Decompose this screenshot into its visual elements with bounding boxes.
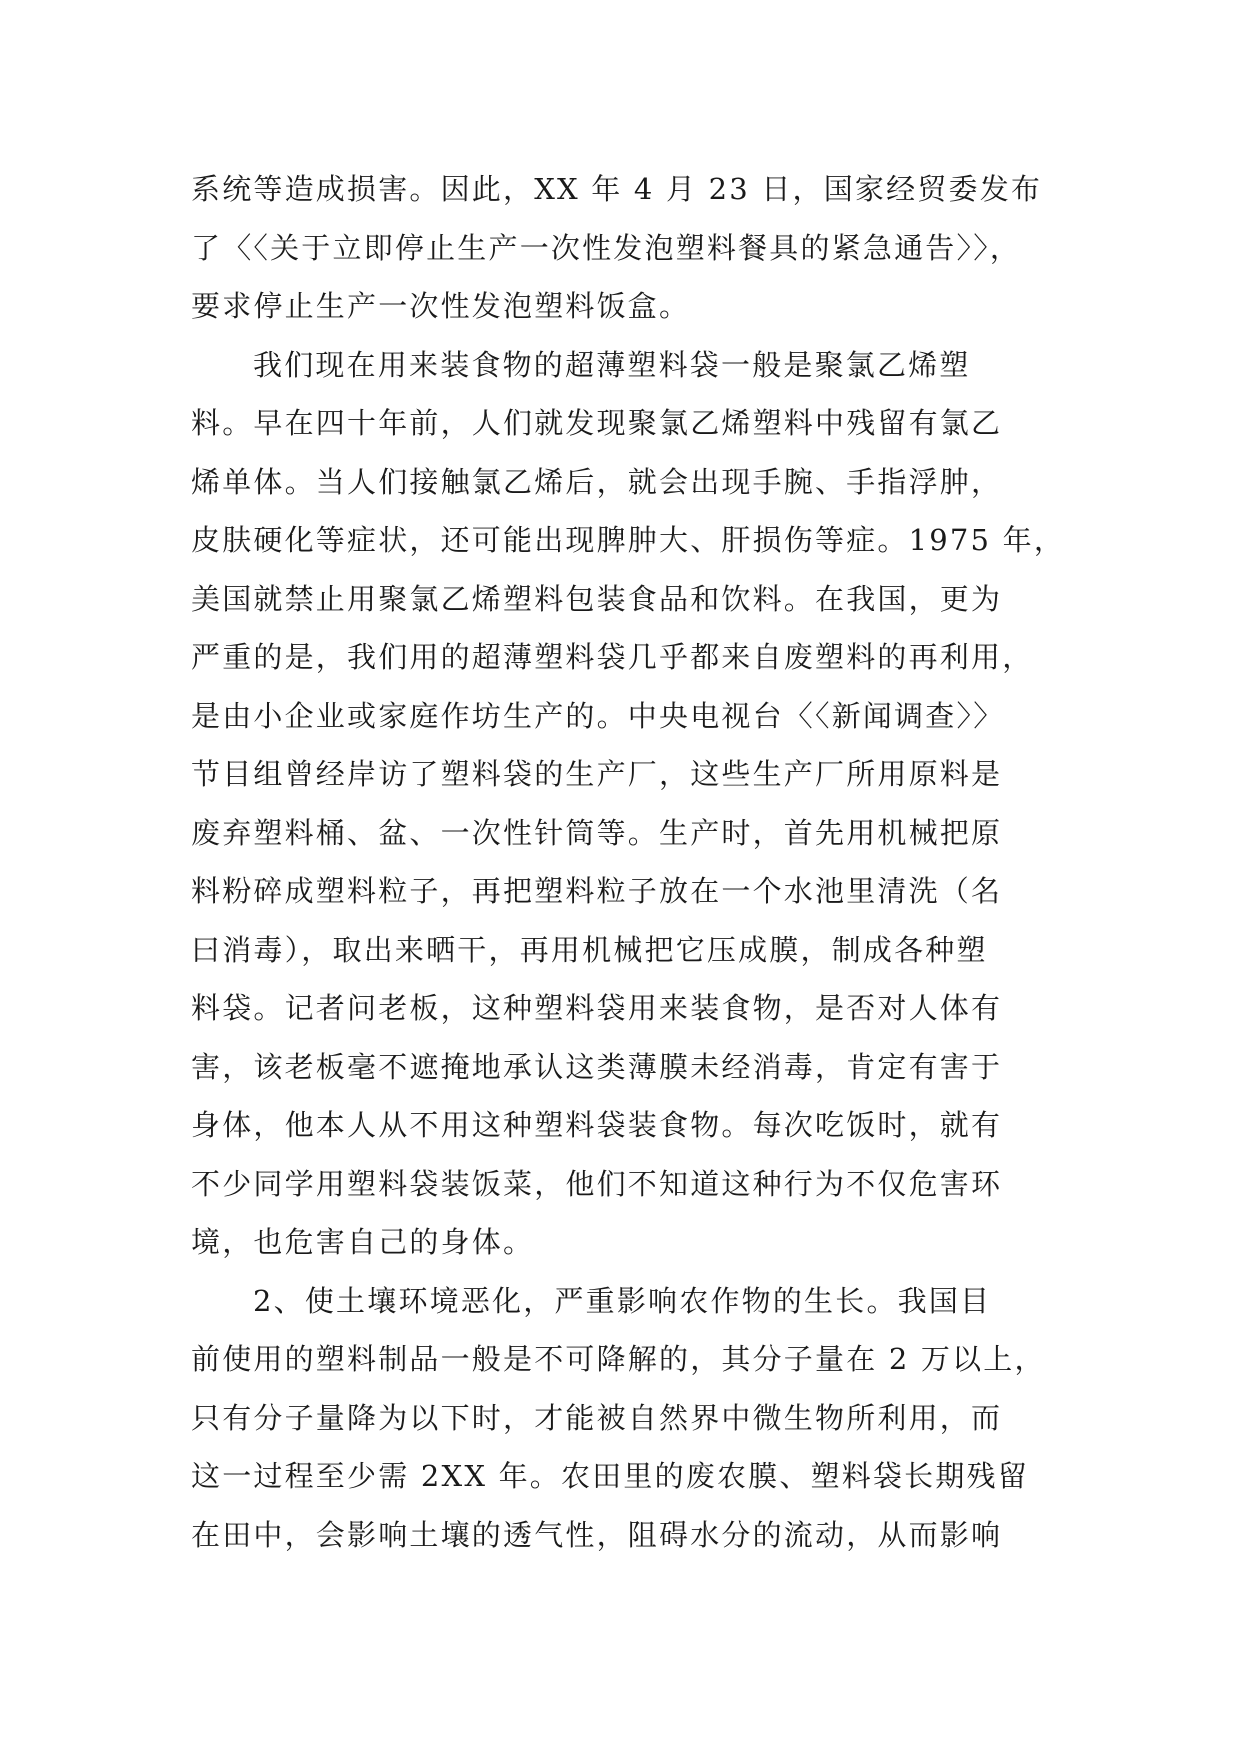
text-line: 前使用的塑料制品一般是不可降解的，其分子量在 2 万以上， <box>191 1342 1046 1376</box>
text-line: 烯单体。当人们接触氯乙烯后，就会出现手腕、手指浮肿， <box>191 464 1003 499</box>
text-line: 严重的是，我们用的超薄塑料袋几乎都来自废塑料的再利用， <box>191 640 1034 674</box>
text-line: 废弃塑料桶、盆、一次性针筒等。生产时，首先用机械把原 <box>191 815 1003 850</box>
text-line: 料袋。记者问老板，这种塑料袋用来装食物，是否对人体有 <box>191 991 1003 1025</box>
text-line: 身体，他本人从不用这种塑料袋装食物。每次吃饭时，就有 <box>191 1108 1003 1142</box>
text-line: 要求停止生产一次性发泡塑料饭盒。 <box>191 289 691 323</box>
text-line: 系统等造成损害。因此，XX 年 4 月 23 日，国家经贸委发布 <box>191 172 1043 206</box>
text-line: 害，该老板毫不遮掩地承认这类薄膜未经消毒，肯定有害于 <box>191 1049 1003 1084</box>
text-line: 在田中，会影响土壤的透气性，阻碍水分的流动，从而影响 <box>191 1517 1003 1552</box>
text-line: 美国就禁止用聚氯乙烯塑料包装食品和饮料。在我国，更为 <box>191 581 1003 616</box>
paragraph-start-line: 我们现在用来装食物的超薄塑料袋一般是聚氯乙烯塑 <box>253 347 971 382</box>
text-line: 只有分子量降为以下时，才能被自然界中微生物所利用，而 <box>191 1400 1003 1435</box>
text-line: 节目组曾经岸访了塑料袋的生产厂，这些生产厂所用原料是 <box>191 757 1003 791</box>
text-line: 这一过程至少需 2XX 年。农田里的废农膜、塑料袋长期残留 <box>191 1459 1029 1493</box>
text-line: 皮肤硬化等症状，还可能出现脾肿大、肝损伤等症。1975 年， <box>191 523 1066 557</box>
paragraph-start-line: 2、使土壤环境恶化，严重影响农作物的生长。我国目 <box>253 1283 992 1318</box>
text-line: 是由小企业或家庭作坊生产的。中央电视台〈〈新闻调查〉〉 <box>191 698 1005 733</box>
text-line: 料。早在四十年前，人们就发现聚氯乙烯塑料中残留有氯乙 <box>191 406 1003 440</box>
text-line: 境，也危害自己的身体。 <box>191 1225 535 1259</box>
document-body <box>191 160 1066 1564</box>
text-line: 曰消毒），取出来晒干，再用机械把它压成膜，制成各种塑 <box>191 932 988 967</box>
text-line: 不少同学用塑料袋装饭菜，他们不知道这种行为不仅危害环 <box>191 1166 1003 1201</box>
text-line: 了〈〈关于立即停止生产一次性发泡塑料餐具的紧急通告〉〉， <box>191 230 1022 265</box>
text-line: 料粉碎成塑料粒子，再把塑料粒子放在一个水池里清洗（名 <box>191 874 1003 908</box>
